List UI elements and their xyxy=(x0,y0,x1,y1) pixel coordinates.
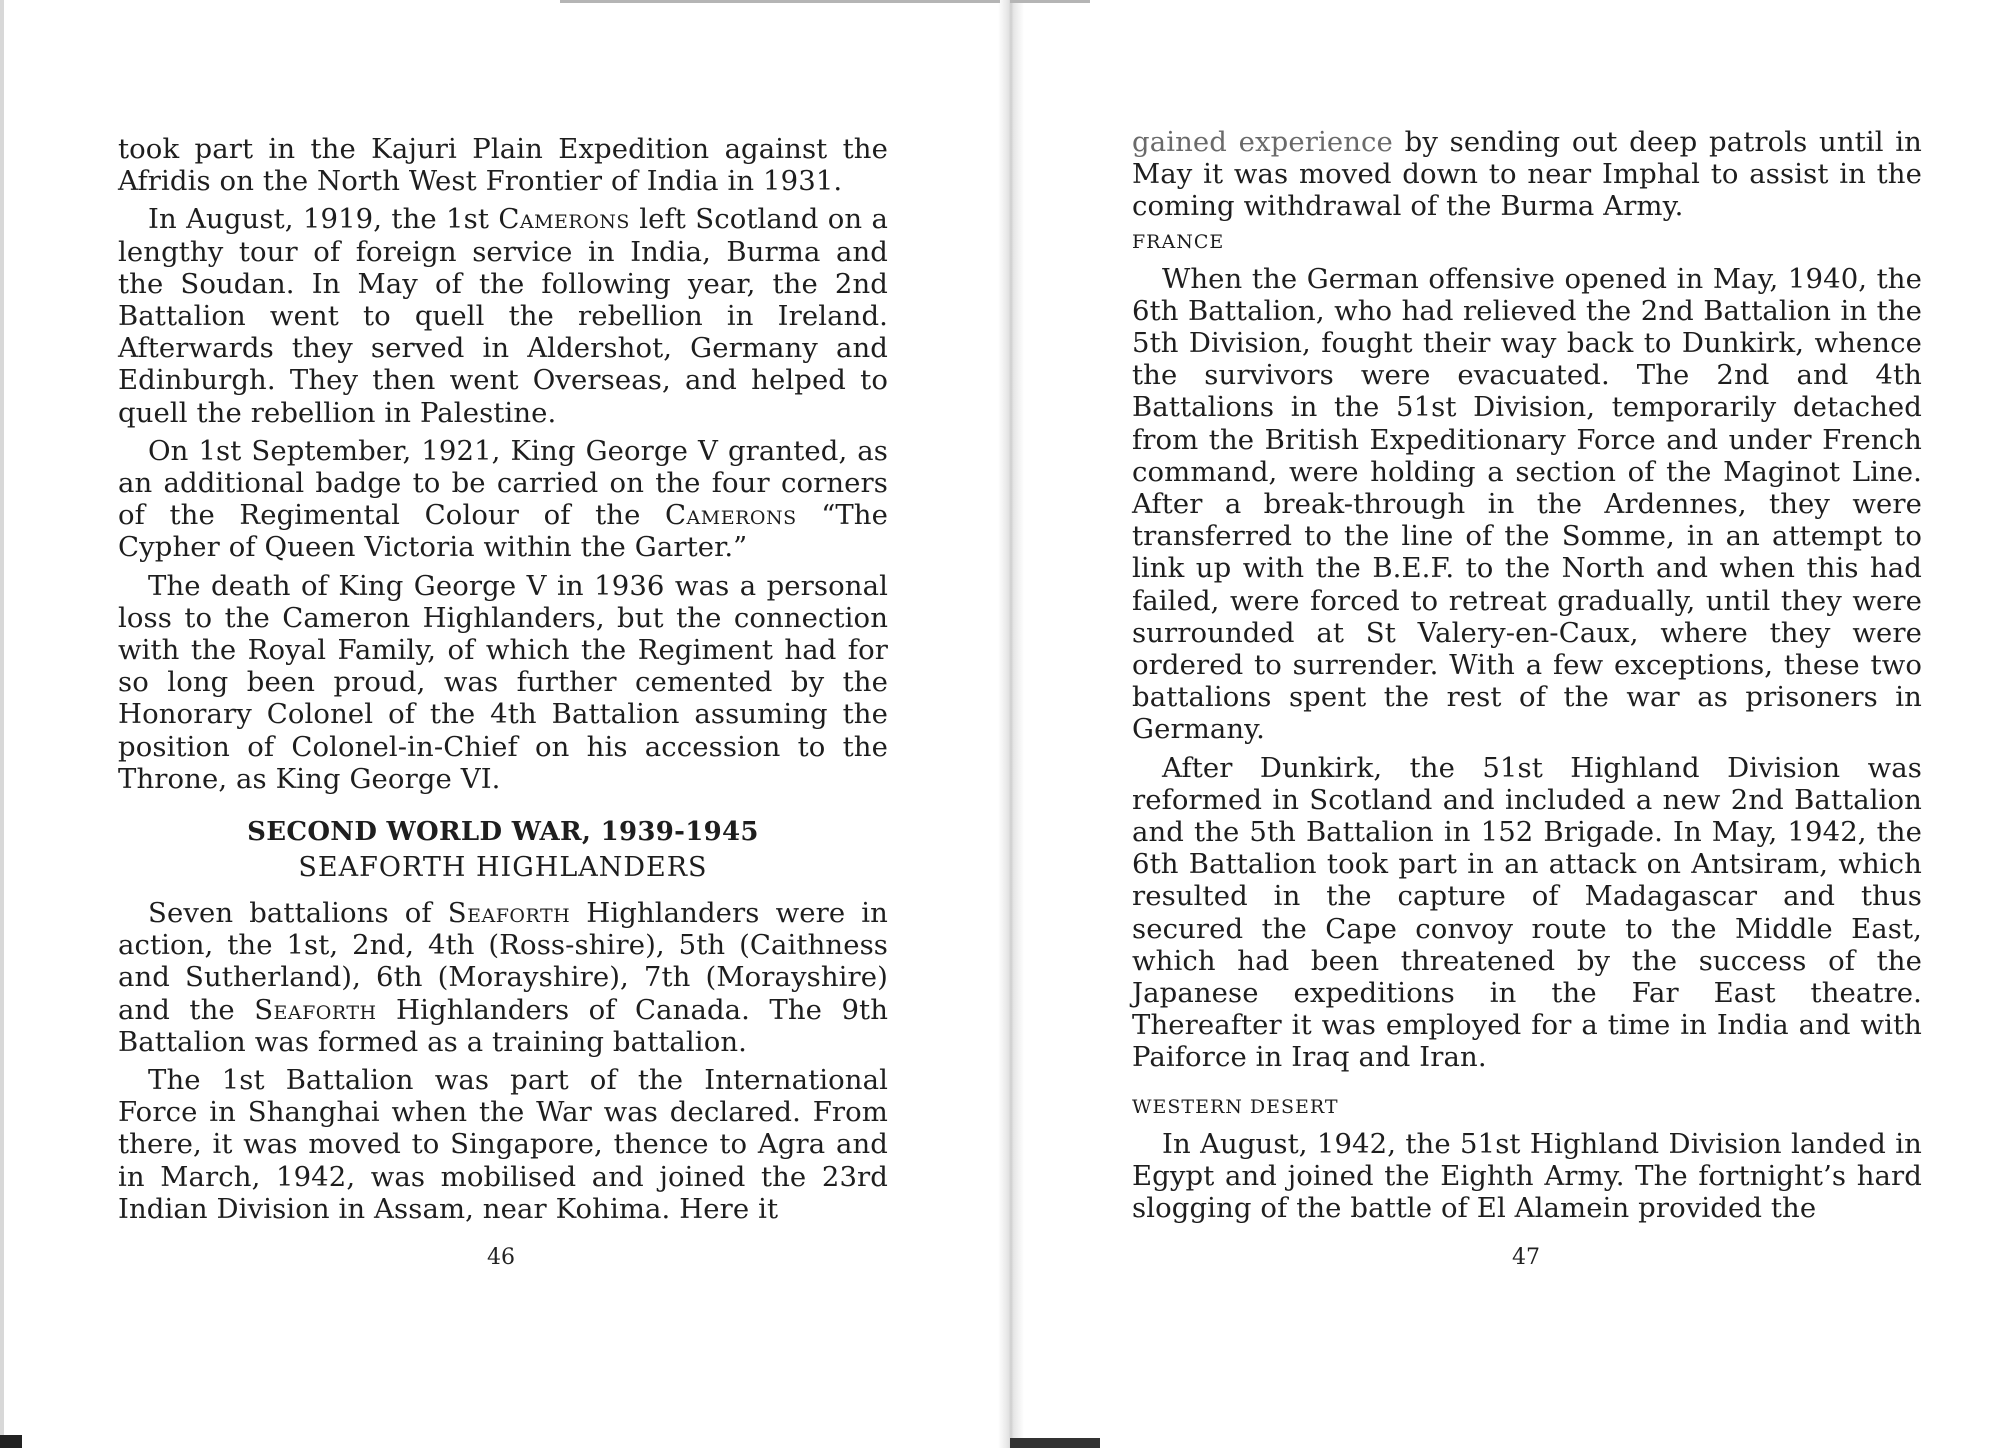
section-label-western-desert: WESTERN DESERT xyxy=(1132,1095,1339,1118)
section-subheading: SEAFORTH HIGHLANDERS xyxy=(298,852,708,884)
paragraph: In August, 1919, the 1st Camerons left Scotland on a lengthy tour of foreign service in India, Burma and the Soudan. In May of the following year, the 2nd Battalion went to quell the rebellion in Ireland. Afterwards they served in Aldershot, Germany and Edinburgh. They then went Overseas, and helped to quell the rebellion in Palestine. xyxy=(118,203,888,429)
book-gutter xyxy=(998,0,1024,1448)
page-edge xyxy=(0,0,4,1448)
right-page-text xyxy=(1132,126,1922,1230)
left-page-text xyxy=(118,133,888,1231)
paragraph: On 1st September, 1921, King George V granted, as an additional badge to be carried on the four corners of the Regimental Colour of the Camerons “The Cypher of Queen Victoria within the Garter.” xyxy=(118,434,888,564)
page-edge xyxy=(1010,1438,1100,1448)
page-number: 47 xyxy=(1512,1245,1540,1270)
right-page xyxy=(1010,0,2000,1448)
page-edge xyxy=(560,0,1000,3)
paragraph: In August, 1942, the 51st Highland Division landed in Egypt and joined the Eighth Army. The fortnight’s hard slogging of the battle of El Alamein provided the xyxy=(1132,1127,1922,1225)
page-edge xyxy=(0,1435,22,1448)
paragraph: took part in the Kajuri Plain Expedition against the Afridis on the North West Frontier of India in 1931. xyxy=(118,133,888,198)
page-edge xyxy=(1010,0,1090,3)
paragraph: gained experience by sending out deep patrols until in May it was moved down to near Imphal to assist in the coming withdrawal of the Burma Army. xyxy=(1132,126,1922,223)
paragraph: After Dunkirk, the 51st Highland Division was reformed in Scotland and included a new 2nd Battalion and the 5th Battalion in 152 Brigade. In May, 1942, the 6th Battalion took part in an attack on Antsiram, which resulted in the capture of Madagascar and thus secured the Cape convoy route to the Middle East, which had been threatened by the success of the Japanese expeditions in the Far East theatre. Thereafter it was employed for a time in India and with Paiforce in Iraq and Iran. xyxy=(1132,751,1922,1074)
paragraph: When the German offensive opened in May, 1940, the 6th Battalion, who had relieved the 2nd Battalion in the 5th Division, fought their way back to Dunkirk, whence the survivors were evacuated. The 2nd and 4th Battalions in the 51st Division, temporarily detached from the British Expeditionary Force and under French command, were holding a section of the Maginot Line. After a break-through in the Ardennes, they were transferred to the line of the Somme, in an attempt to link up with the B.E.F. to the North and when this had failed, were forced to retreat gradually, until they were surrounded at St Valery-en-Caux, where they were ordered to surrender. With a few exceptions, these two battalions spent the rest of the war as prisoners in Germany. xyxy=(1132,262,1922,746)
page-number: 46 xyxy=(487,1245,515,1270)
paragraph: The 1st Battalion was part of the International Force in Shanghai when the War was declared. From there, it was moved to Singapore, thence to Agra and in March, 1942, was mobilised and joined the 23rd Indian Division in Assam, near Kohima. Here it xyxy=(118,1064,888,1225)
section-heading: SECOND WORLD WAR, 1939-1945 xyxy=(247,817,759,848)
paragraph: Seven battalions of Seaforth Highlanders were in action, the 1st, 2nd, 4th (Ross-shire), 5th (Caithness and Sutherland), 6th (Morayshire), 7th (Morayshire) and the Seaforth Highlanders of Canada. The 9th Battalion was formed as a training battalion. xyxy=(118,897,889,1058)
section-label-france: FRANCE xyxy=(1132,230,1225,253)
paragraph: The death of King George V in 1936 was a personal loss to the Cameron Highlanders, but the connection with the Royal Family, of which the Regiment had for so long been proud, was further cemented by the Honorary Colonel of the 4th Battalion assuming the position of Colonel-in-Chief on his accession to the Throne, as King George VI. xyxy=(118,569,888,795)
